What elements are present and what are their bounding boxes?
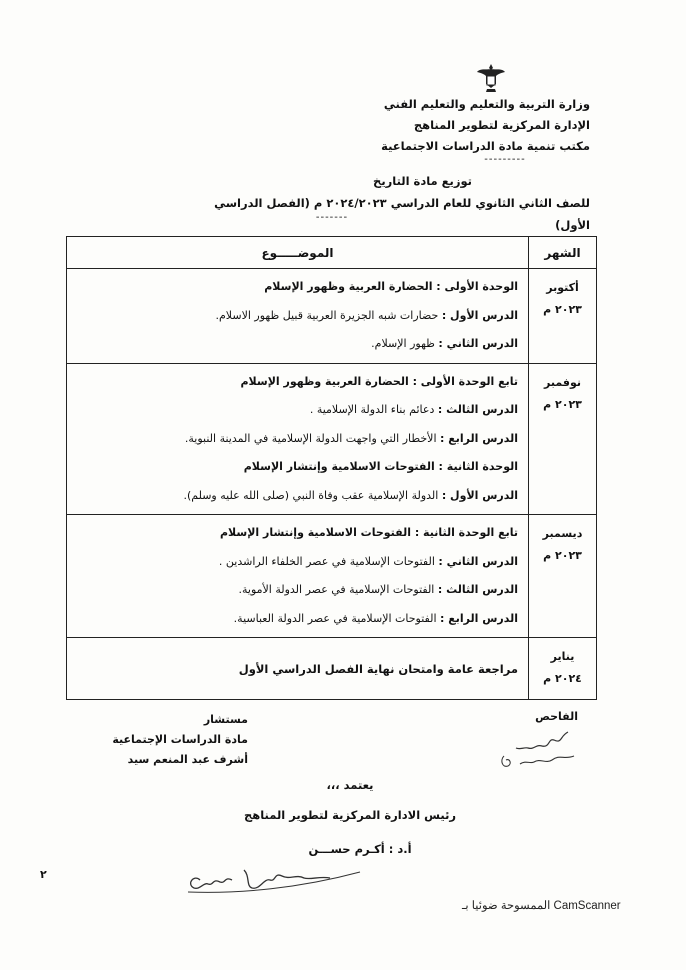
lesson-line bbox=[73, 302, 518, 331]
lesson-line bbox=[73, 548, 518, 577]
month-name: أكتوبر bbox=[546, 281, 579, 294]
lesson-title: الأخطار التي واجهت الدولة الإسلامية في المدينة النبوية. bbox=[184, 431, 441, 445]
page-number: ٢ bbox=[40, 868, 47, 881]
lesson-line bbox=[73, 482, 518, 511]
ministry-line-2: الإدارة المركزية لتطوير المناهج bbox=[413, 118, 590, 132]
month-year: ٢٠٢٣ م bbox=[543, 549, 582, 562]
camscanner-watermark: الممسوحة ضوئيا بـ CamScanner bbox=[462, 900, 621, 912]
unit-line: تابع الوحدة الثانية : الفتوحات الاسلامية وإنتشار الإسلام bbox=[220, 526, 518, 539]
month-name: نوفمبر bbox=[544, 375, 581, 389]
ministry-header bbox=[290, 94, 590, 157]
lesson-label: الدرس الأول : bbox=[441, 308, 518, 322]
approve-label: يعتمد ،،، bbox=[326, 778, 374, 792]
advisor-subject: مادة الدراسات الإجتماعية bbox=[112, 733, 248, 746]
month-cell bbox=[529, 515, 597, 638]
lesson-label: الدرس الثالث : bbox=[437, 403, 518, 416]
lesson-label: الدرس الرابع : bbox=[440, 431, 518, 445]
month-name: ديسمبر bbox=[542, 527, 583, 540]
month-year: ٢٠٢٣ م bbox=[543, 397, 582, 411]
advisor-title: مستشار bbox=[203, 713, 248, 726]
lesson-line bbox=[73, 605, 518, 634]
lesson-label: الدرس الثالث : bbox=[437, 583, 518, 596]
lesson-line bbox=[73, 425, 518, 454]
curriculum-table bbox=[66, 236, 597, 700]
unit-line: الوحدة الثانية : الفتوحات الاسلامية وإنتشار الإسلام bbox=[243, 460, 518, 473]
approver-name: أ.د : أكـرم حســـن bbox=[308, 842, 412, 856]
lesson-title: الدولة الإسلامية عقب وفاة النبي (صلى الله عليه وسلم). bbox=[183, 488, 442, 502]
topics-cell bbox=[67, 363, 529, 515]
month-name: يناير bbox=[550, 650, 575, 663]
lesson-title: الفتوحات الإسلامية في عصر الدولة العباسية. bbox=[233, 611, 441, 625]
lesson-line bbox=[73, 330, 518, 359]
approver-signature bbox=[180, 858, 380, 898]
unit-line: الوحدة الأولى : الحضارة العربية وظهور الإسلام bbox=[264, 280, 518, 293]
inspector-title: الفاحص bbox=[535, 710, 578, 723]
month-cell bbox=[529, 363, 597, 515]
lesson-label: الدرس الرابع : bbox=[440, 611, 518, 625]
approver-title: رئيس الادارة المركزية لتطوير المناهج bbox=[243, 808, 457, 822]
lesson-title: الفتوحات الإسلامية في عصر الخلفاء الراشدين . bbox=[218, 554, 439, 568]
month-cell bbox=[529, 638, 597, 700]
lesson-title: دعائم بناء الدولة الإسلامية . bbox=[309, 403, 438, 416]
ministry-line-1: وزارة التربية والتعليم والتعليم الفني bbox=[383, 97, 590, 111]
table-row bbox=[67, 515, 597, 638]
table-row bbox=[67, 363, 597, 515]
lesson-title: حضارات شبه الجزيرة العربية قبيل ظهور الاسلام. bbox=[215, 308, 442, 322]
lesson-title: ظهور الإسلام. bbox=[371, 337, 439, 350]
title-divider: ------- bbox=[315, 212, 349, 223]
unit-line: تابع الوحدة الأولى : الحضارة العربية وظهور الإسلام bbox=[240, 374, 518, 388]
topics-cell bbox=[67, 515, 529, 638]
advisor-name: أشرف عبد المنعم سيد bbox=[127, 753, 248, 766]
title-line-1: توزيع مادة التاريخ bbox=[373, 174, 472, 188]
lesson-label: الدرس الثاني : bbox=[438, 554, 518, 568]
lesson-label: الدرس الثاني : bbox=[438, 337, 518, 350]
ministry-line-3: مكتب تنمية مادة الدراسات الاجتماعية bbox=[381, 139, 590, 153]
title-line-2: للصف الثاني الثانوي للعام الدراسي ٢٠٢٤/٢٠٢٣ م (الفصل الدراسي الأول) bbox=[214, 196, 590, 232]
lesson-title: الفتوحات الإسلامية في عصر الدولة الأموية. bbox=[238, 583, 438, 596]
topics-cell bbox=[67, 638, 529, 700]
table-row bbox=[67, 638, 597, 700]
header-month: الشهر bbox=[529, 237, 597, 269]
lesson-label: الدرس الأول : bbox=[441, 488, 518, 502]
table-row bbox=[67, 269, 597, 364]
advisor-signature-block bbox=[98, 710, 248, 770]
month-cell bbox=[529, 269, 597, 364]
document-title bbox=[190, 170, 590, 236]
header-topic: الموضـــــوع bbox=[67, 237, 529, 269]
review-line: مراجعة عامة وامتحان نهاية الفصل الدراسي الأول bbox=[238, 661, 518, 676]
table-header-row bbox=[67, 237, 597, 269]
month-year: ٢٠٢٣ م bbox=[543, 303, 582, 316]
topics-cell bbox=[67, 269, 529, 364]
lesson-line bbox=[73, 576, 518, 605]
lesson-line bbox=[73, 396, 518, 425]
eagle-emblem-icon bbox=[476, 62, 506, 94]
inspector-signature bbox=[490, 726, 580, 776]
header-divider: --------- bbox=[484, 154, 526, 165]
month-year: ٢٠٢٤ م bbox=[543, 672, 582, 685]
